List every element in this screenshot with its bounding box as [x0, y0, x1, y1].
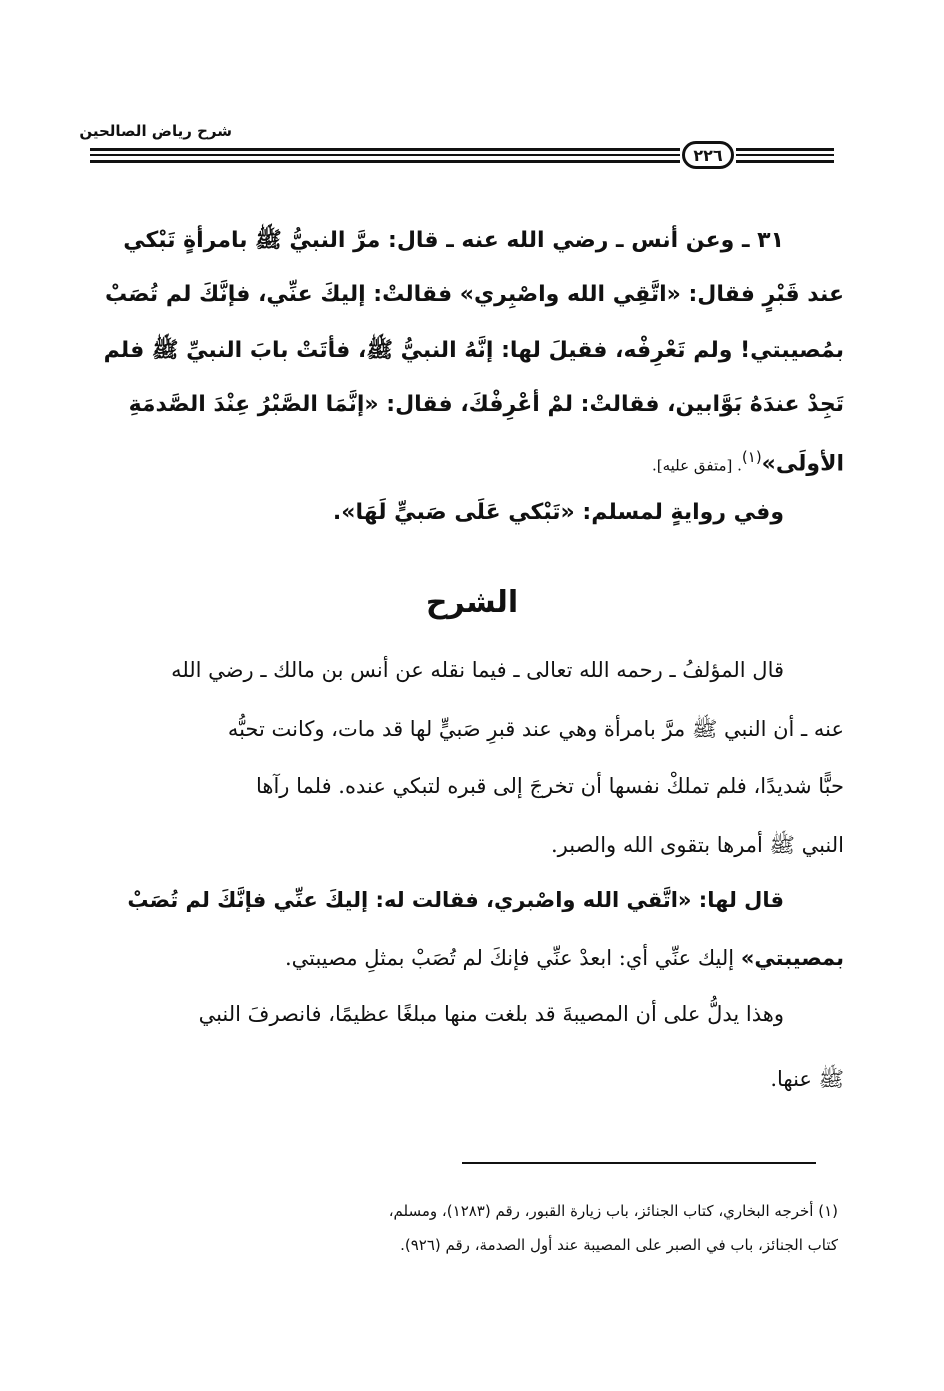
commentary-line: قال لها: «اتَّقي الله واصْبري، فقالت له: إليكَ عنِّي فإنَّكَ لم تُصَبْ [127, 888, 784, 912]
commentary-line: عنه ـ أن النبي ﷺ مرَّ بامرأة وهي عند قبرِ صَبيٍّ لها قد مات، وكانت تحبُّه [227, 717, 844, 741]
footnote-marker: (١) [741, 448, 762, 466]
quoted-text: بمصيبتي» [740, 946, 844, 970]
footnote-line: كتاب الجنائز، باب في الصبر على المصيبة عند أول الصدمة، رقم (٩٢٦). [400, 1236, 838, 1254]
source-note: . [متفق عليه]. [651, 456, 742, 475]
commentary-line: قال المؤلفُ ـ رحمه الله تعالى ـ فيما نقله عن أنس بن مالك ـ رضي الله [171, 658, 784, 682]
hadith-text: الأولَى» [761, 451, 844, 477]
footnote-line: (١) أخرجه البخاري، كتاب الجنائز، باب زيارة القبور، رقم (١٢٨٣)، ومسلم، [388, 1202, 838, 1220]
footnote-separator [462, 1162, 816, 1164]
commentary-line: حبًّا شديدًا، فلم تملكْ نفسها أن تخرجَ إلى قبره لتبكي عنده. فلما رآها [255, 774, 844, 798]
hadith-line: عند قَبْرٍ فقال: «اتَّقِي الله واصْبِري» فقالتْ: إليكَ عنِّي، فإنَّكَ لم تُصَبْ [104, 282, 844, 307]
muslim-narration: وفي روايةٍ لمسلم: «تَبْكي عَلَى صَبيٍّ لَهَا». [332, 500, 784, 525]
commentary-line: وهذا يدلُّ على أن المصيبةَ قد بلغت منها مبلغًا عظيمًا، فانصرفَ النبي [198, 1002, 784, 1026]
running-title: شرح رياض الصالحين [79, 122, 232, 140]
explanation-text: إليك عنِّي أي: ابعدْ عنِّي فإنكَ لم تُصَبْ بمثلِ مصيبتي. [284, 946, 741, 970]
hadith-line: ٣١ ـ وعن أنس ـ رضي الله عنه ـ قال: مرَّ النبيُّ ﷺ بامرأةٍ تَبْكي [123, 228, 784, 253]
commentary-heading: الشرح [425, 585, 519, 620]
commentary-line: النبي ﷺ أمرها بتقوى الله والصبر. [550, 833, 844, 857]
hadith-line: بمُصيبتي! ولم تَعْرِفْه، فقيلَ لها: إنَّهُ النبيُّ ﷺ، فأتَتْ بابَ النبيِّ ﷺ فلم [103, 338, 844, 363]
hadith-last-line [0, 448, 944, 476]
commentary-line [0, 946, 944, 970]
header-rule [736, 148, 834, 151]
header-rule [736, 160, 834, 163]
page-number: ٢٢٦ [682, 141, 734, 169]
hadith-line: تَجِدْ عندَهُ بَوَّابين، فقالتْ: لمْ أعْرِفْكَ، فقال: «إنَّمَا الصَّبْرُ عِنْدَ الصَّدمَةِ [128, 392, 844, 417]
header-rule [90, 148, 680, 151]
commentary-line: ﷺ عنها. [770, 1067, 844, 1091]
header-rule [90, 160, 680, 163]
header-rule [736, 154, 834, 156]
header-rule [90, 154, 680, 156]
